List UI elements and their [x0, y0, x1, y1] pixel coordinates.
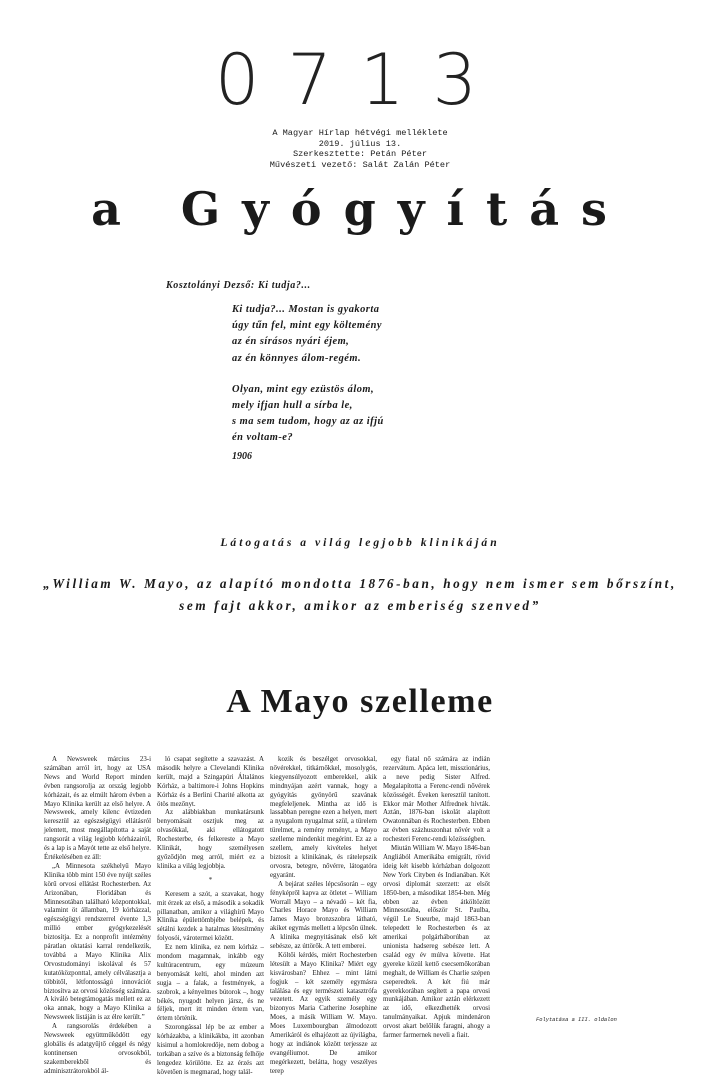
- editor-line: Szerkesztette: Petán Péter: [292, 149, 428, 160]
- article-paragraph: egy fiatal nő számára az indián rezervátum. Apáca lett, misszionárius, a neve pedig Sister Alfred. Megalapította a Ferenc-rendi nővérek közösségét. Éveken keresztül tanított. Ekkor már Mother Alfrednek hívták. Aztán, 1876-ban iskolát alapított Owatonnában és Rochesterben. Ebben az évben százhuszonhat nővér volt a rochesteri Ferenc-rendi közösségben.: [383, 756, 490, 844]
- article-paragraph: A Newsweek március 23-i számában arról írt, hogy az USA News and World Report minden évben rangsorolja az ország legjobb kórházait, és az elmúlt három évben a Mayo Klinika került az első helyre. A Newsweek, amely kilenc évtizeden keresztül az egészségügyi ellátásról jelentett, most megállapította a saját rangsorát a világ legjobb kórházairól, és a lap is a Mayót tette az első helyre. Értékelésében ez áll:: [44, 756, 151, 861]
- poem-line: Olyan, mint egy ezüstös álom,: [232, 383, 375, 395]
- poem-line: az én sírásos nyári éjem,: [232, 336, 350, 348]
- article-paragraph: kozik és beszélget orvosokkal, nővérekkel, titkárnőkkel, mosolygós, kiegyensúlyozott emberekkel, akik mindnyájan azért vannak, hogy a gyógyítás gyönyörű szavának megfeleljenek. Mintha az idő is lassabban peregne ezen a helyen, mert a nyugalom nyugalmat szül, a türelem türelmet, a remény reményt, a Mayo szelleme mindenkit megérint. Ez az a szellem, amely kivételes helyet biztosít a klinikának, és rátelepszik orvosra, betegre, nővérre, látogatóra egyaránt.: [270, 756, 377, 879]
- article-paragraph: A rangsorolás érdekében a Newsweek együttműködött egy globális és adatgyűjtő céggel és négy kontinensen orvosokból, szakemberekből és adminisztrátorokból ál-: [44, 1023, 151, 1075]
- masthead-info: [240, 128, 480, 170]
- supplement-title: a Gyógyítás: [91, 182, 629, 236]
- poem-line: az én könnyes álom-regém.: [232, 352, 362, 364]
- poem-line: s ma sem tudom, hogy az az ifjú: [232, 416, 384, 428]
- poem: [232, 302, 452, 447]
- poem-line: úgy tűn fel, mint egy költemény: [232, 320, 382, 332]
- article-paragraph: ló csapat segítette a szavazást. A második helyre a Clevelandi Klinika került, majd a Szingapúri Általános Kórház, a baltimore-i Johns Hopkins Kórház és a Berlini Charité alkotta az ötös mezőnyt.: [157, 756, 264, 808]
- article-paragraph: Ez nem klinika, ez nem kórház – mondom magamnak, inkább egy kultúracentrum, egy múzeum benyomását kelti, ahol minden azt sugja – a falak, a festmények, a szobrok, a kényelmes bútorok –, hogy békés, nyugodt helyen jársz, és ne féljek, mert itt minden értem van, értem történik.: [157, 944, 264, 1023]
- article-paragraph: „A Minnesota székhelyű Mayo Klinika több mint 150 éve nyújt széles körű orvosi ellátást Rochesterben. Az Arizonában, Floridában és Minnesotában található központokkal, valamint öt államban, 19 kórházzal, egészségügyi rendszerrel évente 1,3 millió ember gyógykezelését biztosítja. Ez a nonprofit intézmény páratlan oktatási karral rendelkezik, továbbá a Mayo Klinika Alix Orvostudományi iskolával és 57 kutatóközponttal, amely célválasztja a többitől, létfontosságú innovációt biztosítva az orvosi közösség számára. A kiváló betegtámogatás mellett ez az oka annak, hogy a Mayo Klinika a Newsweek listáján is az élre került.”: [44, 862, 151, 1022]
- pull-quote: „William W. Mayo, az alapító mondotta 1876-ban, hogy nem ismer sem bőrszínt, sem fajt akkor, amikor az emberiség szenved”: [43, 576, 677, 613]
- poem-line: én voltam-e?: [232, 432, 294, 444]
- article-title: A Mayo szelleme: [226, 683, 494, 720]
- art-director-line: Művészeti vezető: Salát Zalán Péter: [269, 159, 451, 170]
- article-paragraph: Keresem a szót, a szavakat, hogy mit érzek az első, a második a sokadik pillanatban, amikor a világhírű Mayo Klinika épülettömbjébe belépek, és sétálni kezdek a hatalmas létesítmény folyosói, várotermei között.: [157, 890, 264, 943]
- poem-line: Ki tudja?... Mostan is gyakorta: [232, 304, 380, 315]
- article-paragraph: Az alábbiakban munkatársunk benyomásait osztjuk meg az olvasókkal, aki ellátogatott Rochesterbe, és felkereste a Mayo Klinikát, hogy személyesen győződjön meg arról, miért ez a klinika a világ legjobbja.: [157, 809, 264, 870]
- issue-number: 0713: [214, 39, 506, 121]
- article-paragraph: Szorongással lép be az ember a kórházakba, a klinikákba, itt azonban kisimul a homlokredője, nem dobog a torkában a szíve és a biztonság felhője lengedez körülötte. Ez az érzés azt követően is megmarad, hogy talál-: [157, 1024, 264, 1076]
- poem-line: mely ifjan hull a sírba le,: [232, 400, 353, 412]
- section-subheading: Látogatás a világ legjobb klinikáján: [220, 536, 500, 549]
- poem-year: 1906: [232, 451, 252, 462]
- article-column-3: [270, 756, 377, 1077]
- article-paragraph: Költői kérdés, miért Rochesterben létesült a Mayo Klinika? Miért egy kisvárosban? Ehhez – mint látni fogjuk – két személy egymásra találása és egy természeti katasztrófa vezetett. Az egyik személy egy bizonyos Maria Catherine Josephine Moes, a másik William W. Mayo. Moes Luxembourgban álmodozott Amerikáról és elhajózott az újvilágba, hogy az indiánok között terjessze az evangéliumot. De amikor megérkezett, belátta, hogy veszélyes terep: [270, 951, 377, 1075]
- article-column-2: [157, 756, 264, 1078]
- article-paragraph: A bejárat széles lépcsősorán – egy fényképről kapva az ötletet – William Worrall Mayo – a névadó – két fia, Charles Horace Mayo és William James Mayo bronzszobra látható, akiket egymás mellett a lépcsőn ülnek. A klinika megnyitásának első két sebésze, az úttörők. A tett emberei.: [270, 880, 377, 951]
- section-divider-star: *: [208, 876, 213, 884]
- article-column-1: [44, 756, 151, 1077]
- date-line: 2019. július 13.: [318, 138, 402, 149]
- article-paragraph: Miután William W. Mayo 1846-ban Angliából Amerikába emigrált, rövid ideig két kisebb kórházban dolgozott New York Cityben és Indianában. Két orvosi diplomát szerzett: az elsőt 1850-ben, a másodikat 1854-ben. Még ebben az évben átköltözött Minnesotába, először St. Paulba, végül Le Sueurbe, majd 1863-ban telepedett le Rochesterben és az amerikai polgárháborúban az unionista hadsereg sebésze lett. A család egy év múlva követte. Hat gyereke közül kettő csecsemőkorában meghalt, de William és Charlie szépen cseperedtek. A két fiú már gyerekkorában segített a papa orvosi munkájában. Amikor aztán elérkezett az idő, elkezdhették orvosi tanulmányaikat. Apjuk mindenáron orvost akart belőlük faragni, ahogy a farmer farmernek neveli a fiait.: [383, 845, 490, 1040]
- article-column-4: [383, 756, 490, 1041]
- continued-note: Folytatása a III. oldalon: [536, 1017, 617, 1023]
- poem-title: Kosztolányi Dezső: Ki tudja?...: [166, 280, 311, 291]
- supplement-line: A Magyar Hírlap hétvégi melléklete: [272, 128, 448, 138]
